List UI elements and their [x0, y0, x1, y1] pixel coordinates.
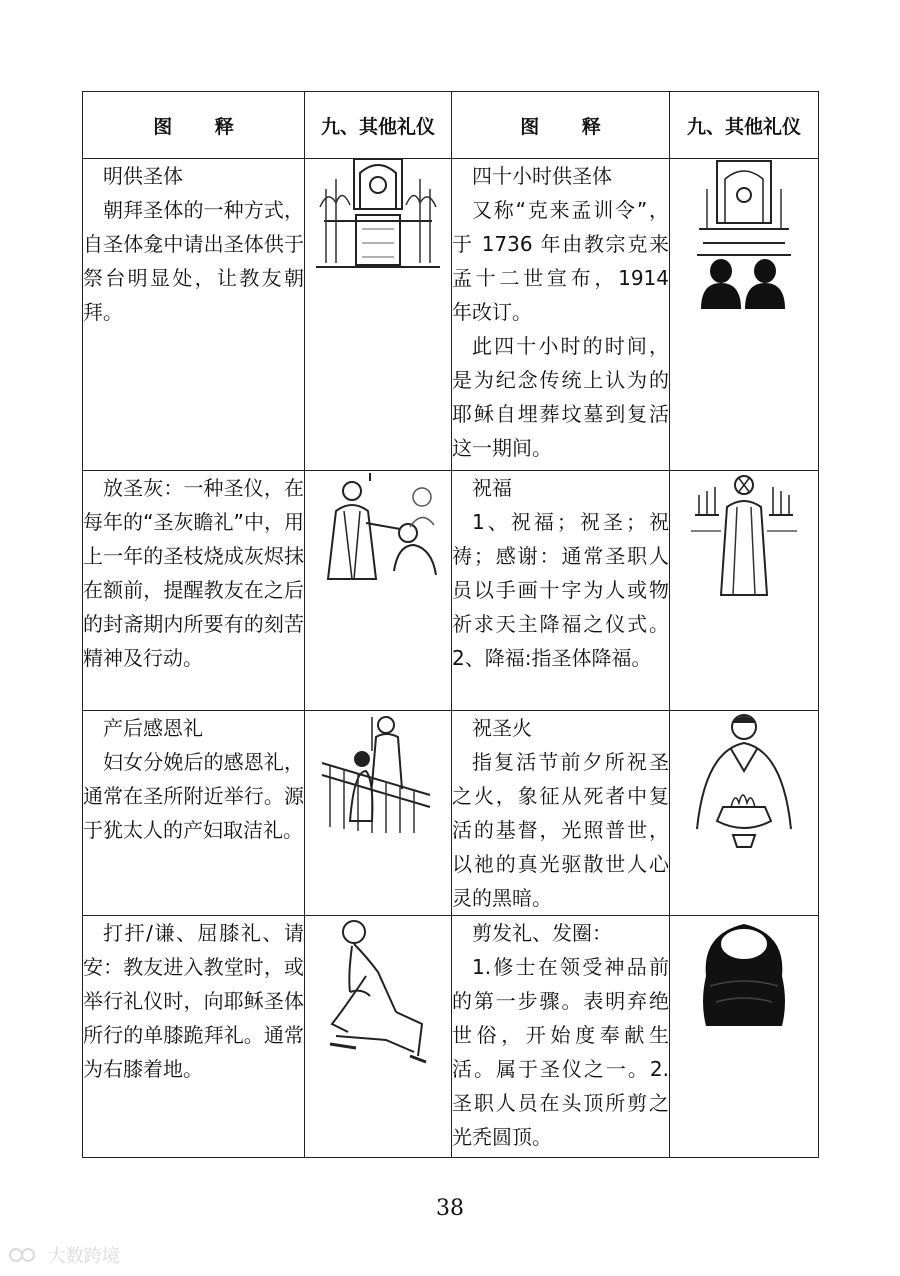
entry-title: 放圣灰：一种圣仪，在每年的“圣灰瞻礼”中，用上一年的圣枝烧成灰烬抹在额前，提醒教友在之后的封斋期内所要有的刻苦精神及行动。 [83, 476, 304, 670]
entry-body: 妇女分娩后的感恩礼，通常在圣所附近举行。源于犹太人的产妇取洁礼。 [83, 750, 304, 842]
entry-title: 产后感恩礼 [103, 716, 203, 740]
entry-title: 剪发礼、发圈： [472, 921, 612, 945]
page-number: 38 [436, 1196, 464, 1221]
ashes-rite-image [305, 471, 452, 711]
header-other-rites-2: 九、其他礼仪 [670, 92, 819, 159]
table-row [83, 711, 819, 916]
entry-exposition [83, 159, 305, 471]
table-row [83, 159, 819, 471]
entry-genuflection [83, 916, 305, 1158]
entry-body: 1、祝福；祝圣；祝祷；感谢：通常圣职人员以手画十字为人或物祈求天主降福之仪式。2、降福:指圣体降福。 [452, 510, 669, 670]
table-row [83, 916, 819, 1158]
table-header-row [83, 92, 819, 159]
entry-body: 指复活节前夕所祝圣之火，象征从死者中复活的基督，光照普世，以祂的真光驱散世人心灵的黑暗。 [452, 750, 669, 910]
entry-blessing [452, 471, 670, 711]
entry-title: 打扞/谦、屈膝礼、请安：教友进入教堂时，或举行礼仪时，向耶稣圣体所行的单膝跪拜礼。通常为右膝着地。 [83, 921, 304, 1081]
entry-body: 朝拜圣体的一种方式，自圣体龛中请出圣体供于祭台明显处，让教友朝拜。 [83, 198, 304, 324]
tonsure-image [670, 916, 819, 1158]
header-illustration-1: 图 释 [83, 92, 305, 159]
header-illustration-2: 图 释 [452, 92, 670, 159]
entry-body: 1.修士在领受神品前的第一步骤。表明弃绝世俗，开始度奉献生活。属于圣仪之一。2.圣职人员在头顶所剪之光秃圆顶。 [452, 955, 669, 1149]
entry-title: 四十小时供圣体 [472, 164, 612, 188]
rites-table [82, 91, 819, 1158]
table-row [83, 471, 819, 711]
new-fire-blessing-image [670, 711, 819, 916]
forty-hours-devotion-image [670, 159, 819, 471]
entry-churching [83, 711, 305, 916]
genuflection-image [305, 916, 452, 1158]
entry-forty-hours [452, 159, 670, 471]
entry-ashes [83, 471, 305, 711]
header-other-rites-1: 九、其他礼仪 [305, 92, 452, 159]
watermark-text: 大数跨境 [47, 1246, 120, 1267]
blessing-priest-image [670, 471, 819, 711]
entry-tonsure [452, 916, 670, 1158]
entry-body-2: 此四十小时的时间，是为纪念传统上认为的耶稣自埋葬坟墓到复活这一期间。 [452, 334, 669, 460]
entry-title: 明供圣体 [103, 164, 183, 188]
entry-new-fire [452, 711, 670, 916]
entry-title: 祝圣火 [472, 716, 532, 740]
watermark-logo-icon [8, 1244, 42, 1271]
churching-rite-image [305, 711, 452, 916]
entry-body: 又称“克来孟训令”，于 1736 年由教宗克来孟十二世宣布，1914 年改订。 [452, 198, 669, 324]
exposition-altar-image [305, 159, 452, 471]
watermark [8, 1242, 120, 1271]
entry-title: 祝福 [472, 476, 512, 500]
